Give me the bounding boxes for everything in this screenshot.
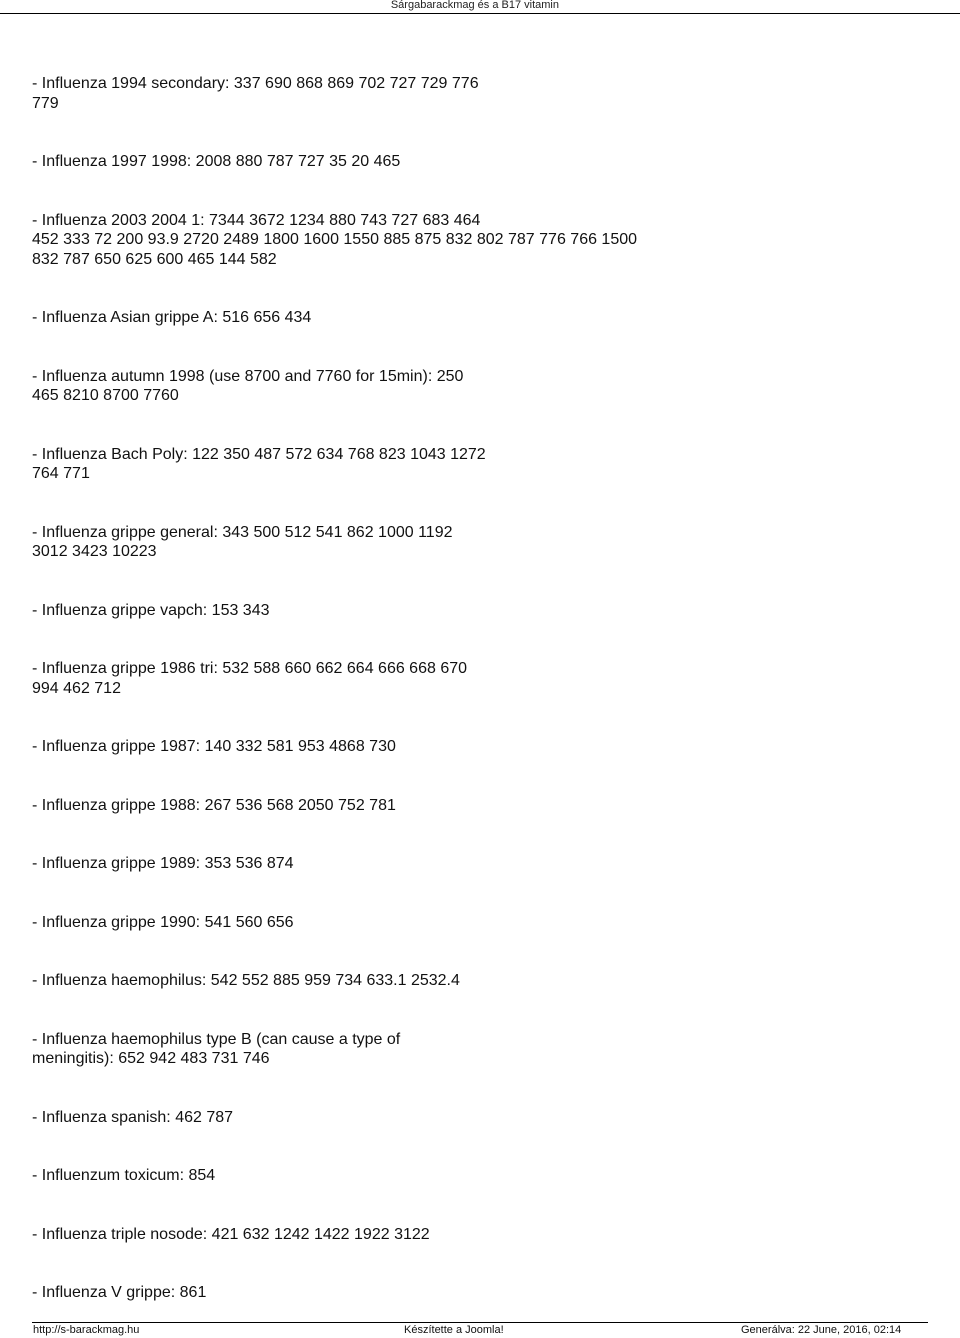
footer-generated: Generálva: 22 June, 2016, 02:14 (741, 1324, 902, 1336)
list-item-line: - Influenza grippe 1988: 267 536 568 2050 752 781 (32, 796, 396, 814)
list-item (32, 211, 712, 270)
list-item (32, 737, 712, 757)
header-rule (0, 13, 960, 14)
list-item (32, 523, 712, 562)
list-item-line: - Influenza grippe 1990: 541 560 656 (32, 913, 294, 931)
list-item (32, 152, 712, 172)
list-item-line: 465 8210 8700 7760 (32, 387, 179, 404)
list-item (32, 1283, 712, 1303)
list-item-line: 3012 3423 10223 (32, 543, 157, 560)
list-item (32, 74, 712, 113)
footer-url[interactable]: http://s-barackmag.hu (33, 1324, 140, 1336)
list-item-line: - Influenza Asian grippe A: 516 656 434 (32, 309, 312, 326)
list-item (32, 913, 712, 933)
list-item (32, 445, 712, 484)
list-item (32, 971, 712, 991)
footer-rule (32, 1322, 928, 1323)
list-item (32, 659, 712, 698)
list-item-line: - Influenza grippe 1989: 353 536 874 (32, 855, 294, 872)
list-item (32, 796, 712, 816)
list-item (32, 601, 712, 621)
list-item-line: 764 771 (32, 465, 90, 482)
page-footer (0, 1322, 960, 1338)
header-title: Sárgabarackmag és a B17 vitamin (390, 0, 559, 11)
list-item (32, 367, 712, 406)
list-item-line: - Influenza 1997 1998: 2008 880 787 727 35 20 465 (32, 153, 401, 170)
list-item-line: 832 787 650 625 600 465 144 582 (32, 250, 277, 268)
list-item-line: - Influenzum toxicum: 854 (32, 1167, 216, 1184)
list-item-line: - Influenza V grippe: 861 (32, 1284, 207, 1301)
list-item-line: - Influenza 1994 secondary: 337 690 868 869 702 727 729 776 (32, 75, 479, 92)
list-item (32, 1166, 712, 1186)
footer-made-with: Készítette a Joomla! (404, 1324, 504, 1336)
list-item-line: - Influenza spanish: 462 787 (32, 1108, 234, 1126)
list-item (32, 1225, 712, 1245)
list-item-line: - Influenza grippe 1986 tri: 532 588 660 662 664 666 668 670 (32, 660, 468, 677)
list-item-line: 452 333 72 200 93.9 2720 2489 1800 1600 1550 885 875 832 802 787 776 766 1500 (32, 231, 638, 248)
list-item-line: - Influenza haemophilus type B (can cause a type of (32, 1030, 401, 1048)
list-item-line: - Influenza grippe 1987: 140 332 581 953 4868 730 (32, 738, 396, 755)
list-item-line: 779 (32, 94, 59, 112)
list-item (32, 308, 712, 328)
list-item-line: 994 462 712 (32, 679, 121, 697)
list-item-line: - Influenza autumn 1998 (use 8700 and 7760 for 15min): 250 (32, 367, 464, 385)
list-item-line: - Influenza Bach Poly: 122 350 487 572 634 768 823 1043 1272 (32, 445, 486, 463)
page-header (0, 0, 960, 14)
list-item-line: - Influenza triple nosode: 421 632 1242 1422 1922 3122 (32, 1225, 430, 1243)
list-item (32, 854, 712, 874)
list-item-line: - Influenza haemophilus: 542 552 885 959 734 633.1 2532.4 (32, 972, 460, 989)
list-item (32, 1108, 712, 1128)
list-item-line: - Influenza 2003 2004 1: 7344 3672 1234 880 743 727 683 464 (32, 211, 481, 229)
list-item-line: - Influenza grippe vapch: 153 343 (32, 601, 270, 619)
list-item-line: - Influenza grippe general: 343 500 512 541 862 1000 1192 (32, 523, 453, 541)
list-item (32, 1030, 712, 1069)
list-item-line: meningitis): 652 942 483 731 746 (32, 1050, 270, 1067)
